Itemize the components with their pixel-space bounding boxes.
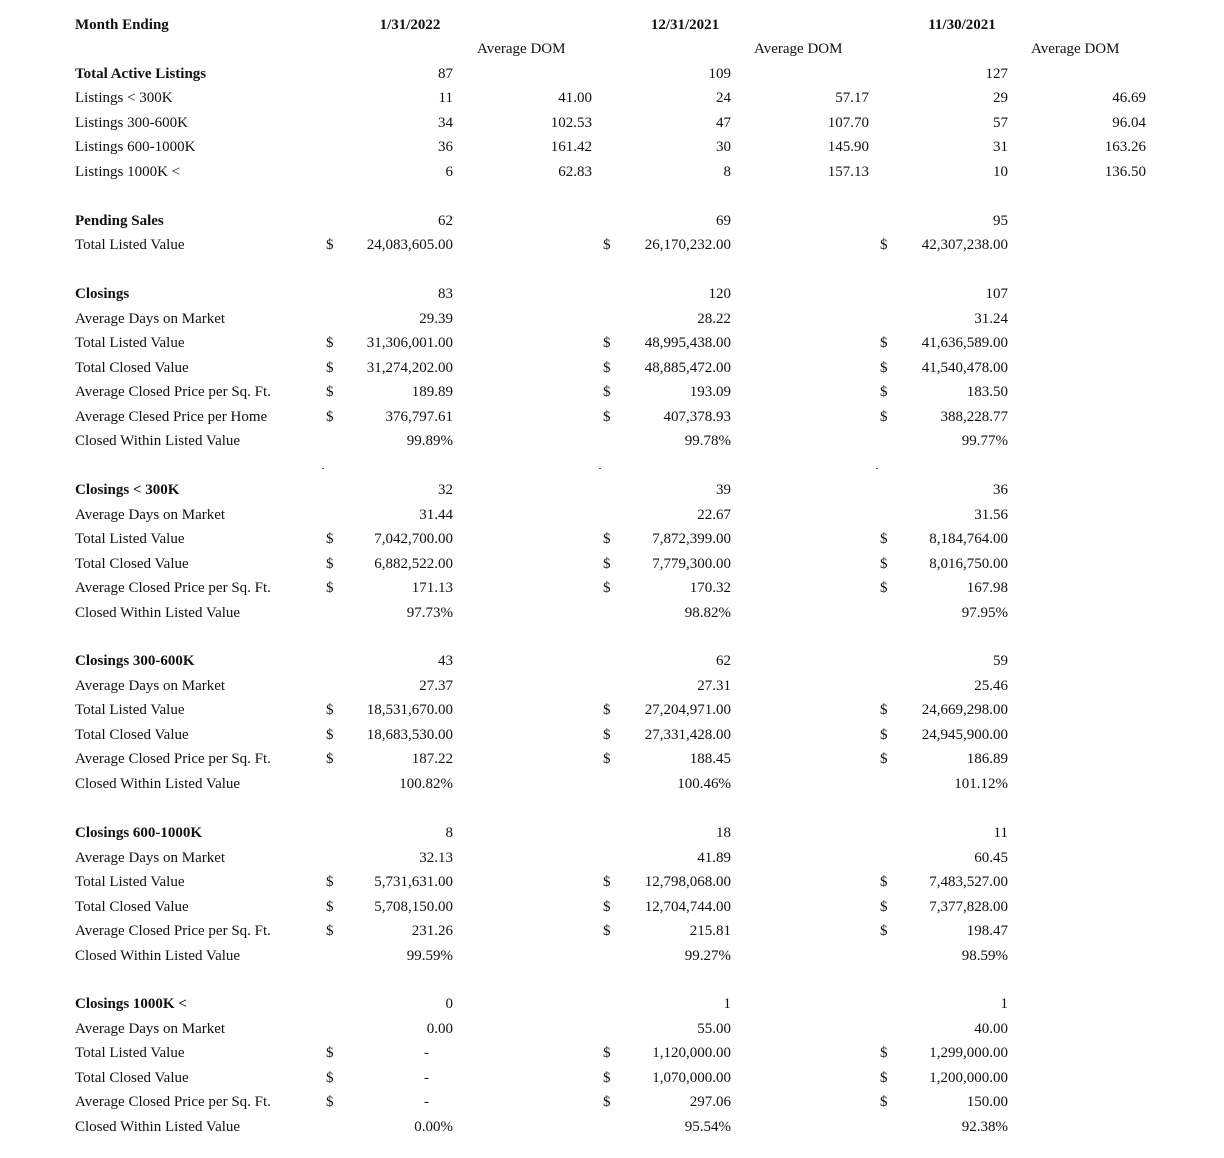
row-label: Closed Within Listed Value bbox=[75, 775, 241, 792]
row-label: Total Listed Value bbox=[75, 531, 185, 547]
metric-value: 97.95% bbox=[961, 604, 1008, 621]
metric-value: 99.78% bbox=[684, 433, 731, 449]
currency-symbol: $ bbox=[880, 1045, 888, 1061]
currency-symbol: $ bbox=[603, 408, 611, 425]
metric-value: 1,299,000.00 bbox=[929, 1045, 1008, 1061]
metric-value: 231.26 bbox=[411, 923, 453, 939]
currency-symbol: $ bbox=[603, 1069, 611, 1086]
listing-row bbox=[0, 88, 1224, 108]
metric-value: 188.45 bbox=[689, 751, 731, 767]
row-label: Total Listed Value bbox=[75, 1045, 185, 1061]
metric-row bbox=[0, 921, 1224, 941]
month-date-3: 11/30/2021 bbox=[928, 17, 996, 33]
row-label: Closed Within Listed Value bbox=[75, 433, 241, 449]
row-label: Total Listed Value bbox=[75, 237, 185, 253]
metric-value: 29.39 bbox=[419, 310, 453, 327]
currency-value: 26,170,232.00 bbox=[644, 237, 731, 253]
metric-value: 31,306,001.00 bbox=[366, 335, 453, 351]
metric-value: 12,798,068.00 bbox=[644, 874, 731, 890]
currency-symbol: $ bbox=[603, 555, 611, 572]
row-label: Closed Within Listed Value bbox=[75, 1118, 241, 1135]
metric-row bbox=[0, 505, 1224, 525]
metric-row bbox=[0, 676, 1224, 696]
section-title: Closings 600-1000K bbox=[75, 825, 203, 841]
metric-value: 27.37 bbox=[419, 677, 453, 694]
metric-row bbox=[0, 358, 1224, 378]
metric-value: 95.54% bbox=[684, 1118, 731, 1135]
metric-value: 12,704,744.00 bbox=[644, 898, 731, 915]
row-label: Total Listed Value bbox=[75, 335, 185, 351]
metric-row bbox=[0, 872, 1224, 892]
row-label: Listings < 300K bbox=[75, 90, 173, 106]
currency-symbol: $ bbox=[326, 384, 334, 400]
section-total: 127 bbox=[985, 66, 1008, 82]
currency-symbol: $ bbox=[326, 531, 334, 547]
currency-symbol: $ bbox=[880, 874, 888, 890]
section-total: 1 bbox=[723, 996, 731, 1012]
section-total: 32 bbox=[438, 482, 453, 498]
section-total: 62 bbox=[716, 653, 731, 669]
metric-value: 198.47 bbox=[966, 923, 1008, 939]
row-label: Average Closed Price per Sq. Ft. bbox=[75, 1094, 271, 1110]
metric-value: 5,731,631.00 bbox=[374, 874, 453, 890]
currency-symbol: $ bbox=[880, 580, 888, 596]
metric-value: - bbox=[424, 1069, 429, 1086]
metric-value: 99.89% bbox=[406, 433, 453, 449]
metric-value: 98.82% bbox=[684, 604, 731, 621]
section-title-row bbox=[0, 651, 1224, 671]
metric-row bbox=[0, 725, 1224, 745]
metric-value: 100.46% bbox=[677, 775, 731, 792]
metric-row bbox=[0, 333, 1224, 353]
listing-count: 24 bbox=[716, 90, 731, 106]
metric-value: 24,945,900.00 bbox=[921, 726, 1008, 743]
currency-symbol: $ bbox=[326, 898, 334, 915]
currency-symbol: $ bbox=[326, 923, 334, 939]
metric-value: 1,120,000.00 bbox=[652, 1045, 731, 1061]
listing-count: 36 bbox=[438, 139, 453, 156]
listing-count: 11 bbox=[438, 90, 453, 106]
metric-value: 8,016,750.00 bbox=[929, 555, 1008, 572]
currency-symbol: $ bbox=[603, 1094, 611, 1110]
average-dom-value: 62.83 bbox=[558, 163, 592, 180]
section-title: Closings < 300K bbox=[75, 482, 180, 498]
metric-row bbox=[0, 407, 1224, 427]
metric-row bbox=[0, 700, 1224, 720]
currency-symbol: $ bbox=[326, 702, 334, 718]
stray-mark bbox=[599, 468, 601, 469]
listing-count: 57 bbox=[993, 114, 1008, 131]
listing-count: 30 bbox=[716, 139, 731, 156]
metric-value: 31,274,202.00 bbox=[366, 359, 453, 376]
metric-value: 27.31 bbox=[697, 677, 731, 694]
metric-value: 27,204,971.00 bbox=[644, 702, 731, 718]
metric-row bbox=[0, 382, 1224, 402]
metric-value: 8,184,764.00 bbox=[929, 531, 1008, 547]
metric-value: 297.06 bbox=[689, 1094, 731, 1110]
currency-symbol: $ bbox=[603, 384, 611, 400]
section-title: Closings bbox=[75, 286, 130, 302]
currency-symbol: $ bbox=[603, 335, 611, 351]
month-date-1: 1/31/2022 bbox=[379, 17, 441, 33]
currency-symbol: $ bbox=[880, 923, 888, 939]
currency-symbol: $ bbox=[326, 408, 334, 425]
section-title: Closings 1000K < bbox=[75, 996, 187, 1012]
metric-value: 0.00% bbox=[414, 1118, 453, 1135]
currency-value: 42,307,238.00 bbox=[921, 237, 1008, 253]
section-total: 109 bbox=[708, 66, 731, 82]
metric-value: 41,636,589.00 bbox=[921, 335, 1008, 351]
currency-symbol: $ bbox=[880, 1094, 888, 1110]
currency-symbol: $ bbox=[880, 751, 888, 767]
average-dom-value: 161.42 bbox=[550, 139, 592, 156]
average-dom-value: 41.00 bbox=[558, 90, 592, 106]
metric-value: 171.13 bbox=[411, 580, 453, 596]
average-dom-value: 145.90 bbox=[827, 139, 869, 156]
pending-listed-row bbox=[0, 235, 1224, 255]
currency-symbol: $ bbox=[880, 1069, 888, 1086]
metric-value: 24,669,298.00 bbox=[921, 702, 1008, 718]
currency-symbol: $ bbox=[603, 237, 611, 253]
listing-count: 34 bbox=[438, 114, 453, 131]
metric-value: 22.67 bbox=[697, 506, 731, 523]
metric-value: 28.22 bbox=[697, 310, 731, 327]
metric-value: 98.59% bbox=[961, 947, 1008, 964]
section-total: 107 bbox=[985, 286, 1008, 302]
stray-mark bbox=[322, 468, 324, 469]
row-label: Total Closed Value bbox=[75, 1069, 189, 1086]
listing-count: 10 bbox=[993, 163, 1008, 180]
average-dom-value: 57.17 bbox=[835, 90, 869, 106]
row-label: Listings 600-1000K bbox=[75, 139, 196, 156]
metric-value: 18,531,670.00 bbox=[366, 702, 453, 718]
currency-symbol: $ bbox=[603, 580, 611, 596]
metric-value: 170.32 bbox=[689, 580, 731, 596]
section-total: 1 bbox=[1000, 996, 1008, 1012]
metric-row bbox=[0, 897, 1224, 917]
metric-value: 60.45 bbox=[974, 849, 1008, 866]
row-label: Total Closed Value bbox=[75, 726, 189, 743]
metric-value: 150.00 bbox=[966, 1094, 1008, 1110]
row-label: Average Closed Price per Sq. Ft. bbox=[75, 923, 271, 939]
section-total: 69 bbox=[716, 213, 731, 229]
metric-value: 193.09 bbox=[689, 384, 731, 400]
average-dom-header-2: Average DOM bbox=[754, 41, 843, 57]
currency-symbol: $ bbox=[326, 555, 334, 572]
metric-value: 7,377,828.00 bbox=[929, 898, 1008, 915]
metric-value: 5,708,150.00 bbox=[374, 898, 453, 915]
currency-symbol: $ bbox=[326, 726, 334, 743]
currency-symbol: $ bbox=[326, 237, 334, 253]
section-total: 43 bbox=[438, 653, 453, 669]
currency-symbol: $ bbox=[326, 335, 334, 351]
metric-value: 183.50 bbox=[966, 384, 1008, 400]
section-title: Total Active Listings bbox=[75, 66, 207, 82]
average-dom-value: 107.70 bbox=[827, 114, 869, 131]
currency-symbol: $ bbox=[603, 1045, 611, 1061]
row-label: Average Days on Market bbox=[75, 506, 226, 523]
section-title: Pending Sales bbox=[75, 213, 164, 229]
currency-symbol: $ bbox=[326, 1094, 334, 1110]
metric-row bbox=[0, 578, 1224, 598]
section-total: 0 bbox=[445, 996, 453, 1012]
average-dom-value: 96.04 bbox=[1112, 114, 1146, 131]
currency-symbol: $ bbox=[880, 237, 888, 253]
currency-symbol: $ bbox=[603, 531, 611, 547]
section-total: 8 bbox=[445, 825, 453, 841]
metric-row bbox=[0, 749, 1224, 769]
currency-symbol: $ bbox=[880, 359, 888, 376]
currency-symbol: $ bbox=[603, 874, 611, 890]
metric-value: 41.89 bbox=[697, 849, 731, 866]
row-label: Listings 1000K < bbox=[75, 163, 181, 180]
section-total: 120 bbox=[708, 286, 731, 302]
metric-value: 388,228.77 bbox=[940, 408, 1008, 425]
metric-value: 18,683,530.00 bbox=[366, 726, 453, 743]
metric-value: - bbox=[424, 1045, 429, 1061]
row-label: Average Days on Market bbox=[75, 1020, 226, 1037]
section-total: 95 bbox=[993, 213, 1008, 229]
listing-count: 47 bbox=[716, 114, 731, 131]
section-title-row bbox=[0, 480, 1224, 500]
metric-row bbox=[0, 848, 1224, 868]
metric-row bbox=[0, 431, 1224, 451]
average-dom-value: 157.13 bbox=[827, 163, 869, 180]
row-label: Average Days on Market bbox=[75, 310, 226, 327]
section-total: 87 bbox=[438, 66, 453, 82]
listing-count: 29 bbox=[993, 90, 1008, 106]
section-total: 18 bbox=[716, 825, 731, 841]
metric-row bbox=[0, 1068, 1224, 1088]
metric-value: 7,483,527.00 bbox=[929, 874, 1008, 890]
metric-value: 215.81 bbox=[689, 923, 731, 939]
row-label: Closed Within Listed Value bbox=[75, 947, 241, 964]
stray-mark bbox=[876, 468, 878, 469]
row-label: Closed Within Listed Value bbox=[75, 604, 241, 621]
row-label: Total Listed Value bbox=[75, 702, 185, 718]
listing-count: 6 bbox=[445, 163, 453, 180]
metric-value: 27,331,428.00 bbox=[644, 726, 731, 743]
row-label: Total Closed Value bbox=[75, 555, 189, 572]
metric-value: 25.46 bbox=[974, 677, 1008, 694]
metric-value: 32.13 bbox=[419, 849, 453, 866]
metric-row bbox=[0, 1117, 1224, 1137]
currency-symbol: $ bbox=[880, 408, 888, 425]
metric-value: - bbox=[424, 1094, 429, 1110]
metric-value: 48,995,438.00 bbox=[644, 335, 731, 351]
section-total: 39 bbox=[716, 482, 731, 498]
currency-symbol: $ bbox=[603, 923, 611, 939]
row-label: Average Closed Price per Sq. Ft. bbox=[75, 751, 271, 767]
section-title-row bbox=[0, 994, 1224, 1014]
metric-value: 7,779,300.00 bbox=[652, 555, 731, 572]
section-total: 83 bbox=[438, 286, 453, 302]
listing-row bbox=[0, 113, 1224, 133]
row-label: Listings 300-600K bbox=[75, 114, 188, 131]
metric-row bbox=[0, 1092, 1224, 1112]
metric-value: 0.00 bbox=[426, 1020, 453, 1037]
metric-row bbox=[0, 946, 1224, 966]
section-total: 62 bbox=[438, 213, 453, 229]
section-title-row bbox=[0, 284, 1224, 304]
metric-value: 99.77% bbox=[961, 433, 1008, 449]
section-total: 36 bbox=[993, 482, 1008, 498]
listing-count: 31 bbox=[993, 139, 1008, 156]
metric-value: 41,540,478.00 bbox=[921, 359, 1008, 376]
dom-header-row bbox=[0, 39, 1224, 59]
section-title: Closings 300-600K bbox=[75, 653, 195, 669]
metric-value: 6,882,522.00 bbox=[374, 555, 453, 572]
header-row bbox=[0, 15, 1224, 35]
section-total: 11 bbox=[993, 825, 1008, 841]
metric-value: 7,872,399.00 bbox=[652, 531, 731, 547]
metric-row bbox=[0, 774, 1224, 794]
metric-value: 31.24 bbox=[974, 310, 1008, 327]
metric-row bbox=[0, 309, 1224, 329]
metric-value: 31.44 bbox=[419, 506, 453, 523]
average-dom-value: 46.69 bbox=[1112, 90, 1146, 106]
metric-value: 55.00 bbox=[697, 1020, 731, 1037]
row-label: Average Days on Market bbox=[75, 849, 226, 866]
row-label: Average Clesed Price per Home bbox=[75, 408, 268, 425]
row-label: Total Listed Value bbox=[75, 874, 185, 890]
metric-value: 31.56 bbox=[974, 506, 1008, 523]
row-label: Total Closed Value bbox=[75, 359, 189, 376]
currency-symbol: $ bbox=[880, 726, 888, 743]
currency-symbol: $ bbox=[603, 359, 611, 376]
metric-value: 1,200,000.00 bbox=[929, 1069, 1008, 1086]
metric-value: 101.12% bbox=[954, 775, 1008, 792]
currency-symbol: $ bbox=[603, 898, 611, 915]
section-total: 59 bbox=[993, 653, 1008, 669]
metric-row bbox=[0, 1019, 1224, 1039]
row-label: Average Closed Price per Sq. Ft. bbox=[75, 384, 271, 400]
metric-value: 7,042,700.00 bbox=[374, 531, 453, 547]
metric-value: 99.27% bbox=[684, 947, 731, 964]
metric-row bbox=[0, 529, 1224, 549]
listing-row bbox=[0, 162, 1224, 182]
currency-symbol: $ bbox=[880, 702, 888, 718]
metric-value: 97.73% bbox=[406, 604, 453, 621]
average-dom-value: 136.50 bbox=[1104, 163, 1146, 180]
currency-symbol: $ bbox=[326, 751, 334, 767]
currency-symbol: $ bbox=[326, 1045, 334, 1061]
currency-value: 24,083,605.00 bbox=[366, 237, 453, 253]
metric-value: 189.89 bbox=[411, 384, 453, 400]
metric-row bbox=[0, 603, 1224, 623]
row-label: Average Days on Market bbox=[75, 677, 226, 694]
metric-row bbox=[0, 1043, 1224, 1063]
average-dom-header-1: Average DOM bbox=[477, 41, 566, 57]
currency-symbol: $ bbox=[880, 898, 888, 915]
currency-symbol: $ bbox=[326, 874, 334, 890]
metric-value: 99.59% bbox=[406, 947, 453, 964]
metric-value: 187.22 bbox=[411, 751, 453, 767]
currency-symbol: $ bbox=[880, 384, 888, 400]
currency-symbol: $ bbox=[603, 726, 611, 743]
listing-row bbox=[0, 137, 1224, 157]
metric-value: 167.98 bbox=[966, 580, 1008, 596]
metric-value: 407,378.93 bbox=[663, 408, 731, 425]
average-dom-value: 163.26 bbox=[1104, 139, 1146, 156]
month-date-2: 12/31/2021 bbox=[650, 17, 720, 33]
month-ending-label: Month Ending bbox=[75, 17, 169, 33]
section-title-row bbox=[0, 211, 1224, 231]
currency-symbol: $ bbox=[603, 702, 611, 718]
average-dom-header-3: Average DOM bbox=[1031, 41, 1120, 57]
section-title-row bbox=[0, 64, 1224, 84]
metric-value: 1,070,000.00 bbox=[652, 1069, 731, 1086]
metric-value: 376,797.61 bbox=[385, 408, 453, 425]
currency-symbol: $ bbox=[326, 1069, 334, 1086]
listing-count: 8 bbox=[723, 163, 731, 180]
currency-symbol: $ bbox=[326, 359, 334, 376]
row-label: Average Closed Price per Sq. Ft. bbox=[75, 580, 271, 596]
currency-symbol: $ bbox=[603, 751, 611, 767]
currency-symbol: $ bbox=[880, 531, 888, 547]
metric-row bbox=[0, 554, 1224, 574]
metric-value: 92.38% bbox=[961, 1118, 1008, 1135]
currency-symbol: $ bbox=[880, 335, 888, 351]
metric-value: 186.89 bbox=[966, 751, 1008, 767]
metric-value: 100.82% bbox=[399, 775, 453, 792]
currency-symbol: $ bbox=[880, 555, 888, 572]
row-label: Total Closed Value bbox=[75, 898, 189, 915]
section-title-row bbox=[0, 823, 1224, 843]
metric-value: 40.00 bbox=[974, 1020, 1008, 1037]
metric-value: 48,885,472.00 bbox=[644, 359, 731, 376]
currency-symbol: $ bbox=[326, 580, 334, 596]
average-dom-value: 102.53 bbox=[550, 114, 592, 131]
